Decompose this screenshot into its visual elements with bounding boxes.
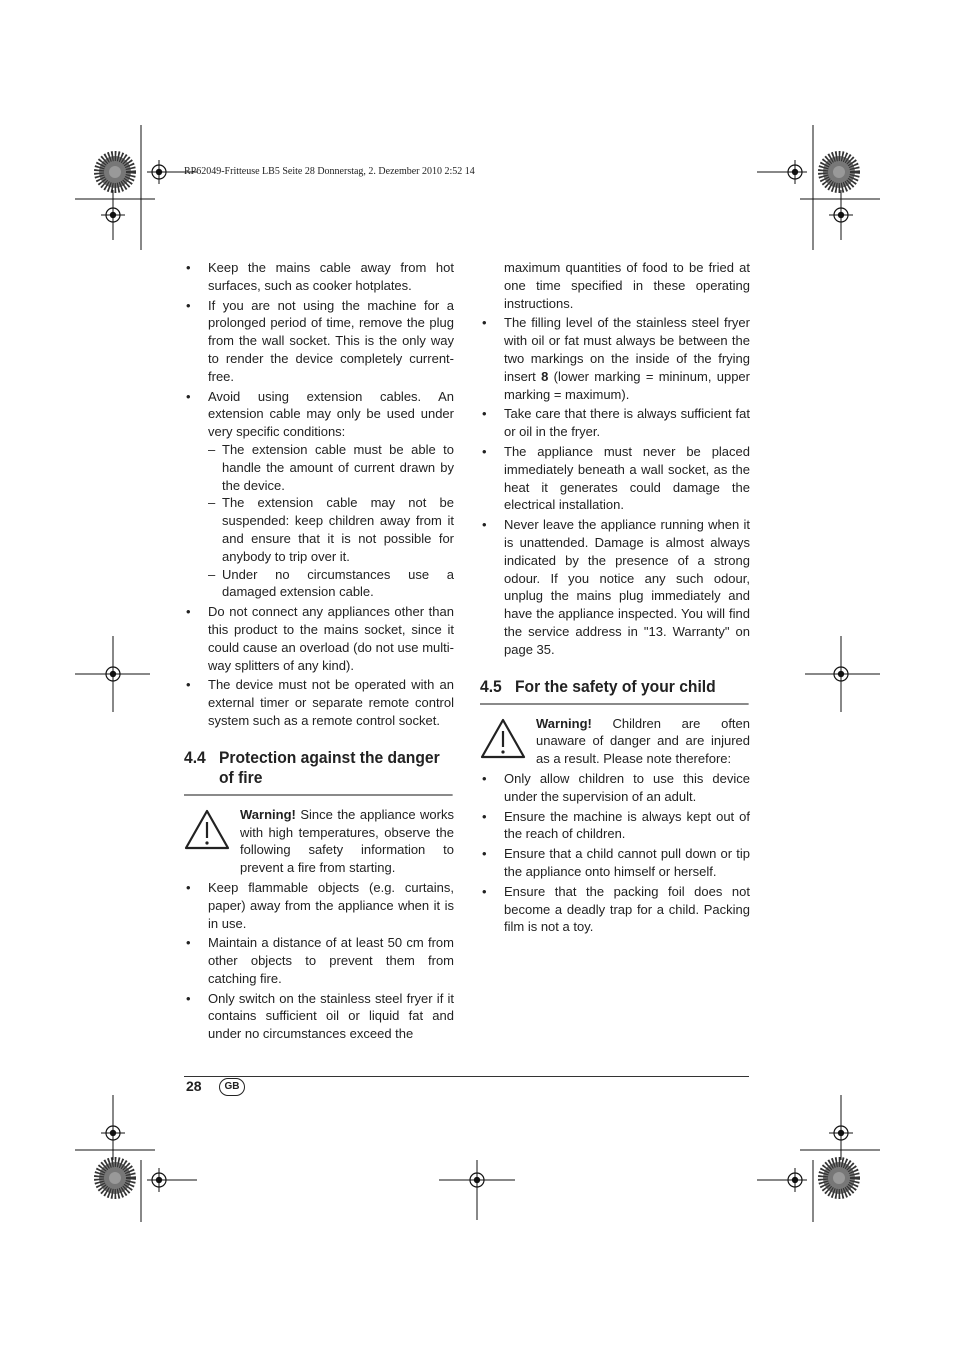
safety-list xyxy=(184,259,454,730)
list-item: • Ensure that a child cannot pull down or tip the appliance onto himself or herself. xyxy=(480,845,750,881)
footer-divider xyxy=(184,1076,749,1077)
list-item: • Maintain a distance of at least 50 cm from other objects to prevent them from catching fire. xyxy=(184,934,454,987)
section-heading-4-4 xyxy=(184,748,452,796)
child-warning xyxy=(480,715,750,768)
child-safety-list xyxy=(480,770,750,936)
list-item: • Take care that there is always sufficient fat or oil in the fryer. xyxy=(480,405,750,441)
list-item xyxy=(480,314,750,403)
filling-text: The filling level of the stainless steel fryer with oil or fat must always be between the two markings on the inside of the frying insert xyxy=(504,315,750,384)
filling-text-end: (lower marking = mininum, upper marking = maximum). xyxy=(504,368,750,402)
print-header: RP62049-Fritteuse LB5 Seite 28 Donnerstag, 2. Dezember 2010 2:52 14 xyxy=(184,166,475,177)
list-item: • Ensure that the packing foil does not become a deadly trap for a child. Packing film is not a toy. xyxy=(480,883,750,936)
part-number: 8 xyxy=(541,368,549,384)
list-item: • Never leave the appliance running when it is unattended. Damage is almost always indicated by the presence of a strong odour. If you notice any such odour, unplug the mains plug immediately and have the appliance inspected. You will find the service address in "13. Warranty" on page 35. xyxy=(480,516,750,658)
section-number: 4.5 xyxy=(480,676,502,696)
left-column xyxy=(184,259,454,1045)
list-item: • Ensure the machine is always kept out of the reach of children. xyxy=(480,808,750,844)
sub-list-item: – The extension cable must be able to handle the amount of current drawn by the device. xyxy=(208,441,454,494)
sub-list xyxy=(208,441,454,601)
list-item: • Keep flammable objects (e.g. curtains, paper) away from the appliance when it is in use. xyxy=(184,879,454,932)
page-number: 28 xyxy=(186,1078,202,1094)
list-item: • The appliance must never be placed immediately beneath a wall socket, as the heat it generates could damage the electrical installation. xyxy=(480,443,750,514)
list-item xyxy=(184,388,454,602)
list-item-text: Avoid using extension cables. An extension cable may only be used under very specific conditions: xyxy=(208,388,454,440)
list-item: • If you are not using the machine for a prolonged period of time, remove the plug from the wall socket. This is the only way to render the device completely current-free. xyxy=(184,297,454,386)
section-title: Protection against the danger of fire xyxy=(218,747,440,787)
warning-label: Warning! xyxy=(240,806,296,822)
language-badge: GB xyxy=(219,1078,245,1096)
warning-triangle-icon xyxy=(184,806,240,877)
warning-triangle-icon xyxy=(480,715,536,768)
list-item: • The device must not be operated with an external timer or separate remote control system such as a remote control socket. xyxy=(184,676,454,729)
warning-text: Since the appliance works with high temperatures, observe the following safety information to prevent a fire from starting. xyxy=(240,806,454,876)
sub-list-item: – The extension cable may not be suspended: keep children away from it and ensure that it is not possible for anybody to trip over it. xyxy=(208,494,454,565)
warning-text: Children are often unaware of danger and are injured as a result. Please note therefore: xyxy=(536,715,750,767)
list-item: • Keep the mains cable away from hot surfaces, such as cooker hotplates. xyxy=(184,259,454,295)
fire-safety-list xyxy=(184,879,454,1043)
list-item: • Only allow children to use this device under the supervision of an adult. xyxy=(480,770,750,806)
sub-list-item: – Under no circumstances use a damaged extension cable. xyxy=(208,566,454,602)
section-heading-4-5 xyxy=(480,677,748,705)
fryer-safety-list xyxy=(480,314,750,658)
list-item: • Only switch on the stainless steel fryer if it contains sufficient oil or liquid fat and under no circumstances exceed the xyxy=(184,990,454,1043)
fire-warning xyxy=(184,806,454,877)
continued-text: maximum quantities of food to be fried at one time specified in these operating instructions. xyxy=(504,260,750,311)
section-title: For the safety of your child xyxy=(514,676,716,696)
right-column xyxy=(480,259,750,938)
section-number: 4.4 xyxy=(184,747,206,767)
warning-label: Warning! xyxy=(536,715,592,731)
list-item: • Do not connect any appliances other than this product to the mains socket, since it could cause an overload (do not use multi-way splitters of any kind). xyxy=(184,603,454,674)
